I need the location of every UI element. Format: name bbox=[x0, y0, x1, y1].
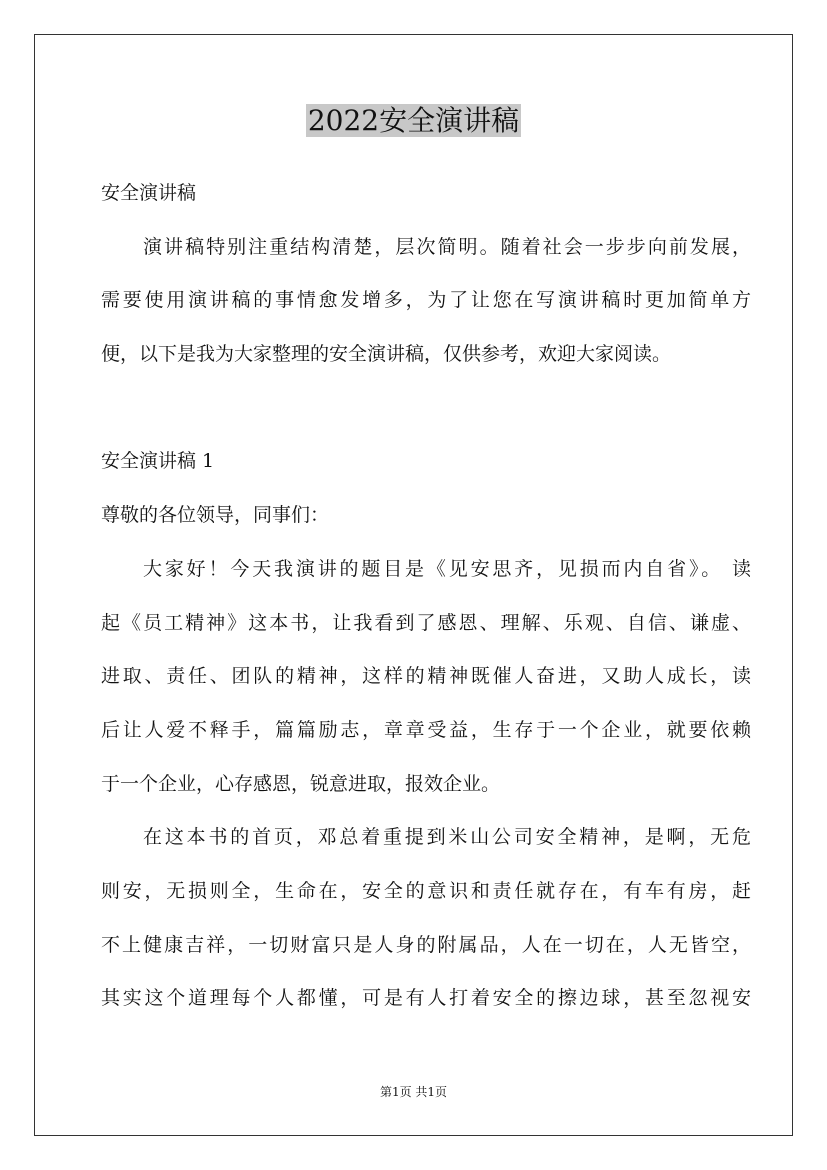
para1-line-1: 大家好！今天我演讲的题目是《见安思齐，见损而内自省》。 读 bbox=[143, 557, 751, 580]
para1-line-5: 于一个企业，心存感恩，锐意进取，报效企业。 bbox=[101, 772, 501, 795]
salutation: 尊敬的各位领导，同事们： bbox=[101, 504, 330, 527]
para1-line-2: 起《员工精神》这本书，让我看到了感恩、理解、乐观、自信、谦虚、 bbox=[101, 611, 751, 634]
para2-line-1: 在这本书的首页，邓总着重提到米山公司安全精神，是啊，无危 bbox=[143, 826, 751, 849]
para2-line-3: 不上健康吉祥，一切财富只是人身的附属品，人在一切在，人无皆空， bbox=[101, 933, 751, 956]
intro-line-3: 便，以下是我为大家整理的安全演讲稿，仅供参考，欢迎大家阅读。 bbox=[101, 343, 672, 366]
para2-line-2: 则安，无损则全，生命在，安全的意识和责任就存在，有车有房，赶 bbox=[101, 879, 751, 902]
speech-1-heading: 安全演讲稿 1 bbox=[101, 450, 215, 473]
para2-line-4: 其实这个道理每个人都懂，可是有人打着安全的擦边球，甚至忽视安 bbox=[101, 987, 751, 1010]
section-heading: 安全演讲稿 bbox=[101, 182, 197, 204]
document-title bbox=[0, 101, 827, 141]
paragraph-gap bbox=[101, 385, 751, 439]
para1-line-3: 进取、责任、团队的精神，这样的精神既催人奋进，又助人成长，读 bbox=[101, 665, 751, 688]
page-footer: 第1页 共1页 bbox=[379, 1085, 448, 1099]
intro-line-2: 需要使用演讲稿的事情愈发增多，为了让您在写演讲稿时更加简单方 bbox=[101, 289, 751, 312]
para1-line-4: 后让人爱不释手，篇篇励志，章章受益，生存于一个企业，就要依赖 bbox=[101, 718, 751, 741]
document-title-text: 2022安全演讲稿 bbox=[307, 104, 520, 137]
document-body bbox=[101, 170, 751, 1029]
intro-line-1: 演讲稿特别注重结构清楚，层次简明。随着社会一步步向前发展， bbox=[143, 235, 751, 258]
